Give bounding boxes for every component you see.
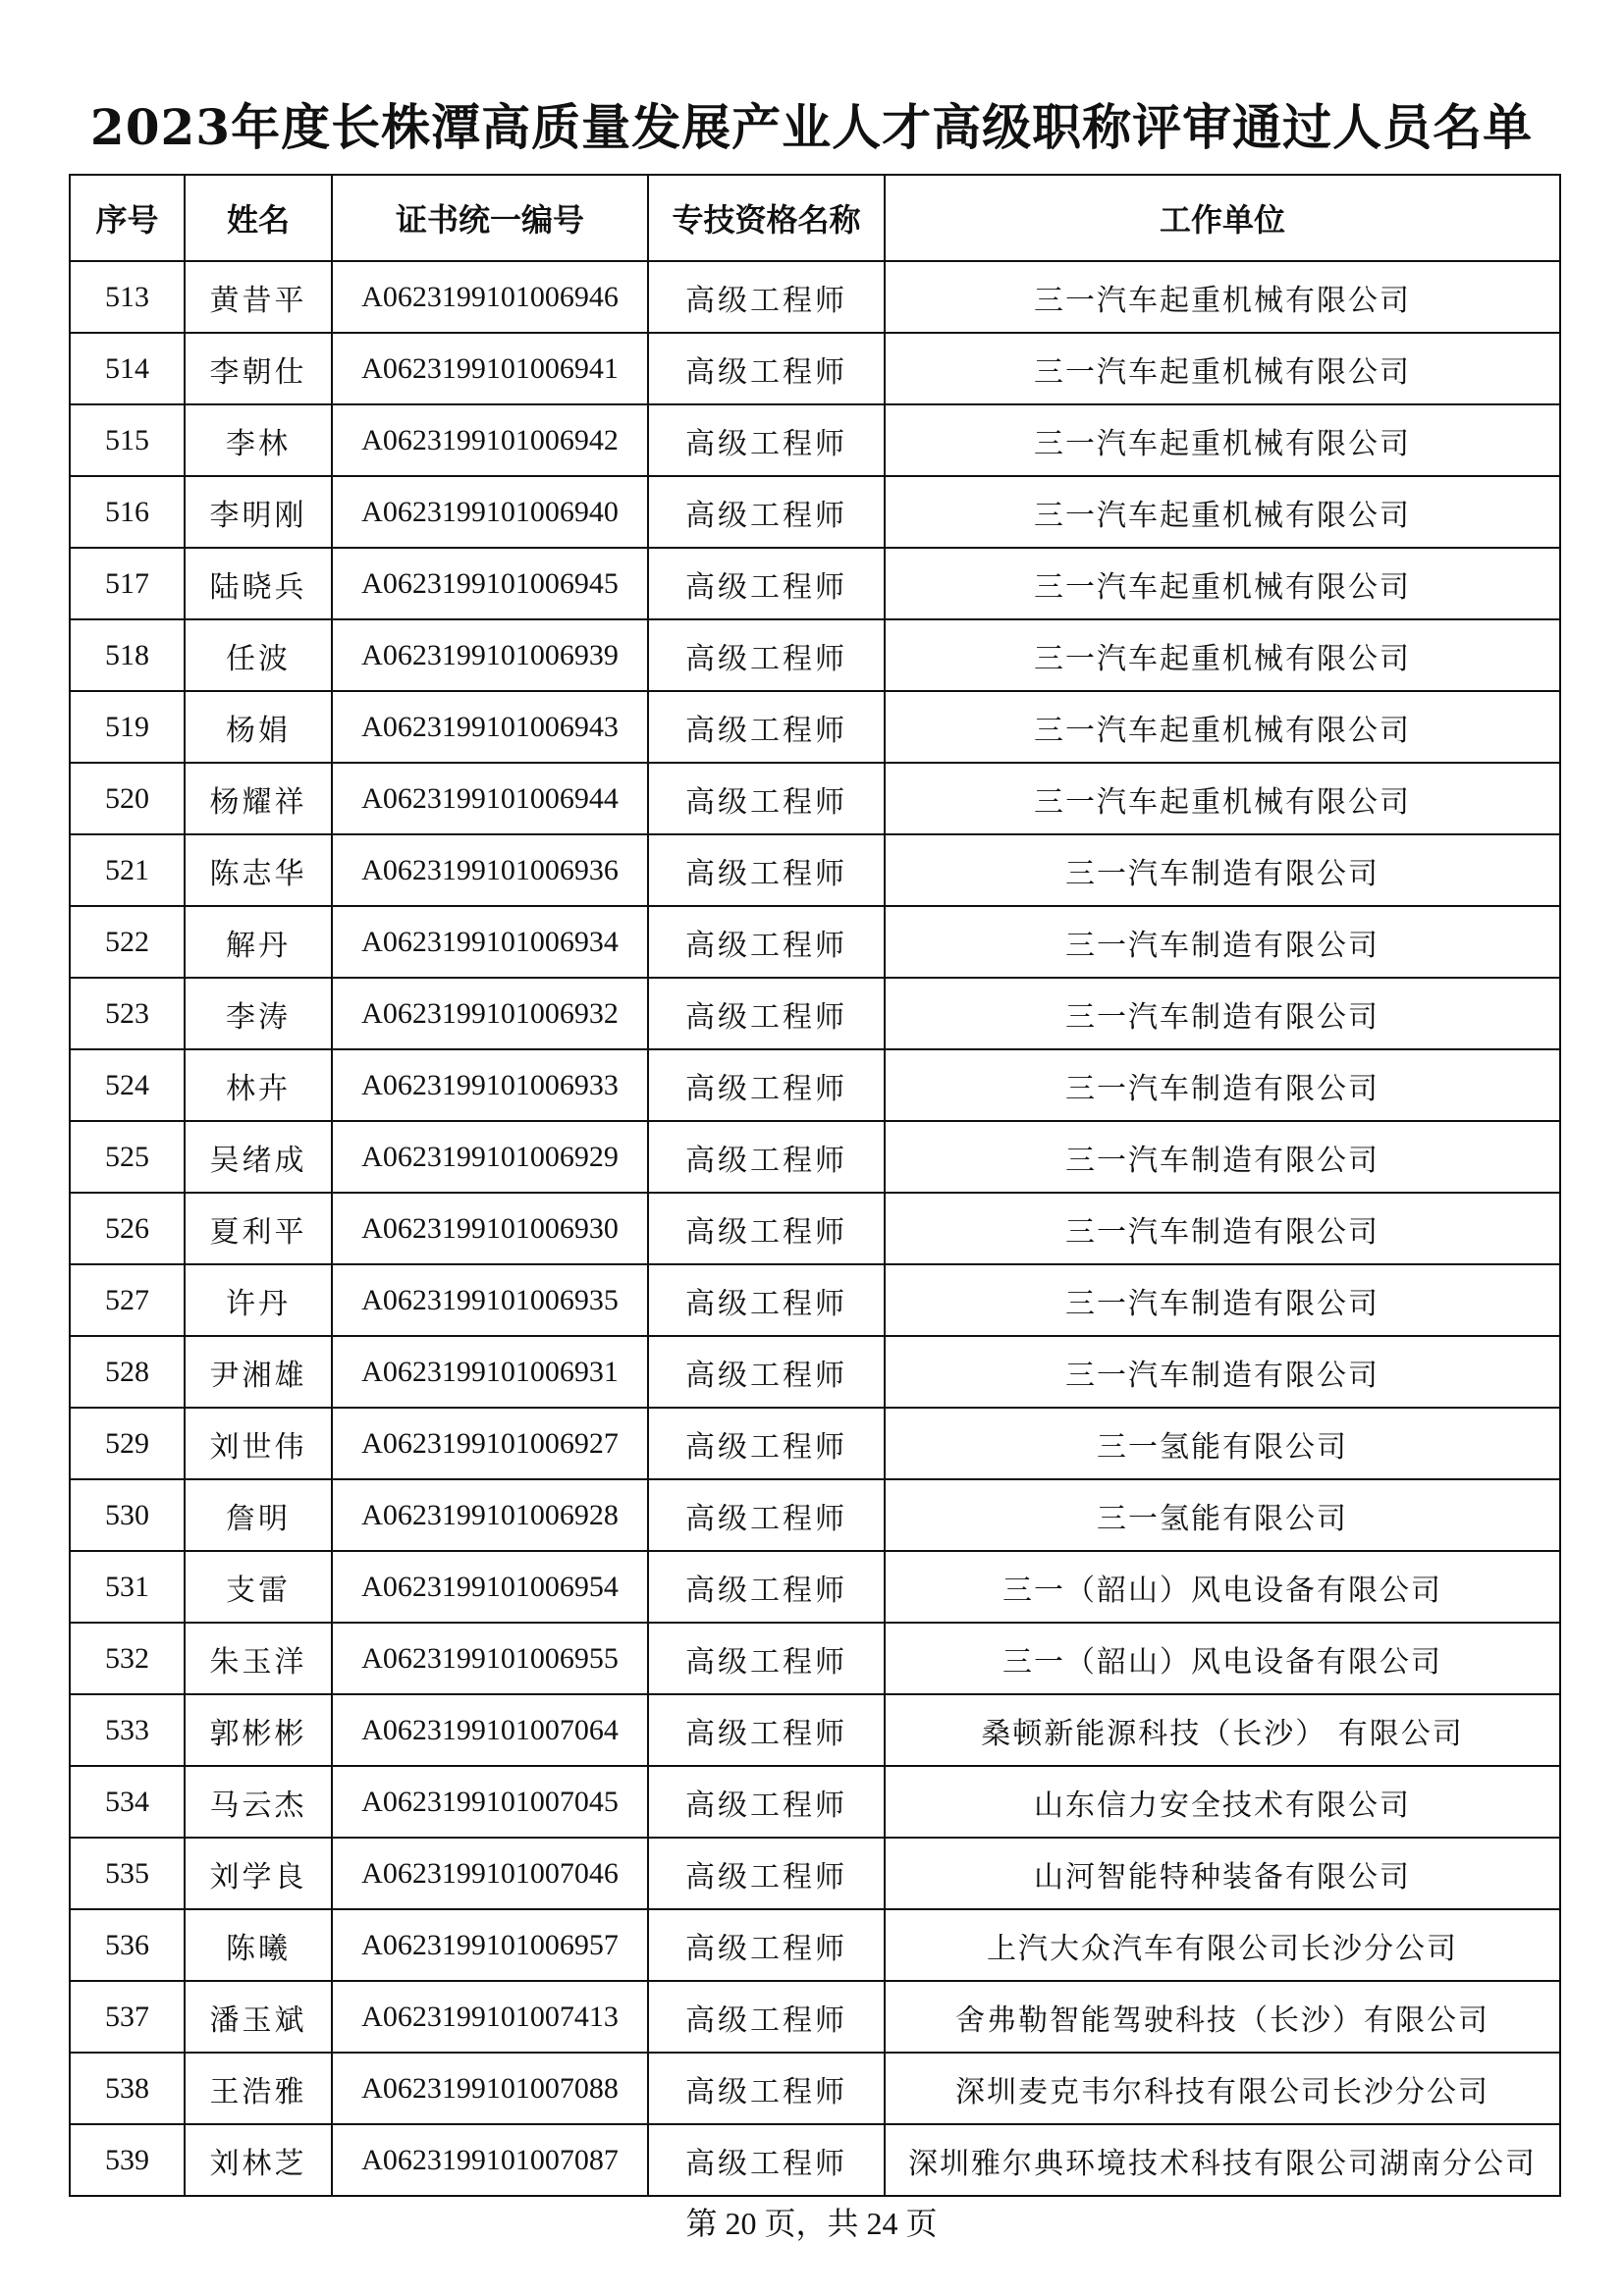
cell-employer: 三一汽车制造有限公司 [885,1193,1560,1264]
cell-cert-no: A0623199101007064 [332,1694,648,1766]
cell-qualification: 高级工程师 [648,548,885,619]
cell-cert-no: A0623199101006957 [332,1909,648,1981]
cell-name: 李朝仕 [185,333,332,404]
cell-cert-no: A0623199101006944 [332,763,648,834]
cell-index: 537 [70,1981,185,2053]
table-row [70,1909,1560,1981]
cell-name: 解丹 [185,906,332,978]
cell-cert-no: A0623199101007413 [332,1981,648,2053]
cell-cert-no: A0623199101006931 [332,1336,648,1408]
cell-index: 513 [70,261,185,333]
page-footer: 第 20 页，共 24 页 [685,2206,938,2241]
cell-cert-no: A0623199101006955 [332,1623,648,1694]
cell-cert-no: A0623199101006929 [332,1121,648,1193]
cell-name: 马云杰 [185,1766,332,1838]
cell-name: 郭彬彬 [185,1694,332,1766]
cell-index: 524 [70,1049,185,1121]
table-row [70,2124,1560,2196]
cell-name: 杨耀祥 [185,763,332,834]
table-row [70,619,1560,691]
cell-cert-no: A0623199101006936 [332,834,648,906]
table-row [70,691,1560,763]
cell-qualification: 高级工程师 [648,333,885,404]
cell-qualification: 高级工程师 [648,2053,885,2124]
cell-name: 许丹 [185,1264,332,1336]
cell-employer: 三一汽车起重机械有限公司 [885,261,1560,333]
cell-index: 516 [70,476,185,548]
cell-employer: 三一汽车制造有限公司 [885,834,1560,906]
table-row [70,1981,1560,2053]
table-row [70,476,1560,548]
cell-qualification: 高级工程师 [648,1909,885,1981]
cell-cert-no: A0623199101006927 [332,1408,648,1479]
cell-qualification: 高级工程师 [648,691,885,763]
cell-cert-no: A0623199101006935 [332,1264,648,1336]
cell-index: 528 [70,1336,185,1408]
cell-qualification: 高级工程师 [648,261,885,333]
table-row [70,1121,1560,1193]
cell-cert-no: A0623199101007045 [332,1766,648,1838]
cell-qualification: 高级工程师 [648,1193,885,1264]
cell-employer: 三一汽车制造有限公司 [885,1049,1560,1121]
cell-employer: 三一汽车起重机械有限公司 [885,404,1560,476]
cell-index: 523 [70,978,185,1049]
cell-qualification: 高级工程师 [648,763,885,834]
cell-qualification: 高级工程师 [648,1264,885,1336]
table-row [70,1049,1560,1121]
cell-name: 黄昔平 [185,261,332,333]
cell-name: 任波 [185,619,332,691]
table-row [70,1623,1560,1694]
cell-index: 534 [70,1766,185,1838]
cell-employer: 三一汽车起重机械有限公司 [885,476,1560,548]
cell-index: 515 [70,404,185,476]
table-row [70,1838,1560,1909]
cell-qualification: 高级工程师 [648,1981,885,2053]
cell-cert-no: A0623199101007087 [332,2124,648,2196]
cell-qualification: 高级工程师 [648,978,885,1049]
cell-qualification: 高级工程师 [648,1049,885,1121]
cell-employer: 舍弗勒智能驾驶科技（长沙）有限公司 [885,1981,1560,2053]
cell-name: 詹明 [185,1479,332,1551]
cell-index: 529 [70,1408,185,1479]
table-row [70,261,1560,333]
table-body [70,261,1560,2196]
cell-name: 陈志华 [185,834,332,906]
cell-qualification: 高级工程师 [648,1479,885,1551]
cell-name: 林卉 [185,1049,332,1121]
cell-name: 朱玉洋 [185,1623,332,1694]
cell-cert-no: A0623199101006932 [332,978,648,1049]
cell-employer: 三一汽车起重机械有限公司 [885,548,1560,619]
table-row [70,1479,1560,1551]
cell-index: 520 [70,763,185,834]
cell-qualification: 高级工程师 [648,1766,885,1838]
table-row [70,2053,1560,2124]
cell-employer: 三一氢能有限公司 [885,1408,1560,1479]
cell-employer: 深圳麦克韦尔科技有限公司长沙分公司 [885,2053,1560,2124]
cell-name: 刘林芝 [185,2124,332,2196]
cell-employer: 桑顿新能源科技（长沙） 有限公司 [885,1694,1560,1766]
cell-name: 李涛 [185,978,332,1049]
cell-index: 532 [70,1623,185,1694]
cell-cert-no: A0623199101006933 [332,1049,648,1121]
cell-index: 521 [70,834,185,906]
cell-name: 陆晓兵 [185,548,332,619]
table-row [70,404,1560,476]
cell-name: 陈曦 [185,1909,332,1981]
cell-qualification: 高级工程师 [648,619,885,691]
cell-name: 李明刚 [185,476,332,548]
table-row [70,1551,1560,1623]
cell-employer: 三一汽车制造有限公司 [885,1121,1560,1193]
cell-index: 519 [70,691,185,763]
cell-index: 525 [70,1121,185,1193]
cell-employer: 三一（韶山）风电设备有限公司 [885,1623,1560,1694]
cell-cert-no: A0623199101006941 [332,333,648,404]
cell-name: 尹湘雄 [185,1336,332,1408]
cell-qualification: 高级工程师 [648,1551,885,1623]
table-row [70,834,1560,906]
cell-index: 538 [70,2053,185,2124]
cell-employer: 三一汽车制造有限公司 [885,1336,1560,1408]
cell-cert-no: A0623199101006945 [332,548,648,619]
cell-name: 吴绪成 [185,1121,332,1193]
cell-index: 539 [70,2124,185,2196]
cell-name: 李林 [185,404,332,476]
cell-index: 531 [70,1551,185,1623]
cell-name: 潘玉斌 [185,1981,332,2053]
cell-index: 535 [70,1838,185,1909]
col-header-cert-no: 证书统一编号 [332,175,648,261]
cell-index: 522 [70,906,185,978]
cell-qualification: 高级工程师 [648,404,885,476]
table-row [70,1694,1560,1766]
roster-table [69,174,1561,2197]
table-row [70,1193,1560,1264]
cell-employer: 三一汽车起重机械有限公司 [885,763,1560,834]
cell-cert-no: A0623199101006940 [332,476,648,548]
table-row [70,548,1560,619]
cell-cert-no: A0623199101006942 [332,404,648,476]
cell-qualification: 高级工程师 [648,1408,885,1479]
cell-cert-no: A0623199101007046 [332,1838,648,1909]
cell-name: 夏利平 [185,1193,332,1264]
cell-employer: 山东信力安全技术有限公司 [885,1766,1560,1838]
cell-employer: 三一（韶山）风电设备有限公司 [885,1551,1560,1623]
table-row [70,906,1560,978]
cell-employer: 三一汽车制造有限公司 [885,1264,1560,1336]
table-header-row [70,175,1560,261]
page-title: 2023年度长株潭高质量发展产业人才高级职称评审通过人员名单 [89,98,1534,156]
table-row [70,1336,1560,1408]
cell-name: 支雷 [185,1551,332,1623]
cell-qualification: 高级工程师 [648,1694,885,1766]
cell-qualification: 高级工程师 [648,834,885,906]
cell-employer: 三一汽车起重机械有限公司 [885,333,1560,404]
cell-cert-no: A0623199101006930 [332,1193,648,1264]
cell-qualification: 高级工程师 [648,906,885,978]
cell-name: 王浩雅 [185,2053,332,2124]
cell-cert-no: A0623199101006954 [332,1551,648,1623]
cell-employer: 三一氢能有限公司 [885,1479,1560,1551]
cell-name: 刘学良 [185,1838,332,1909]
cell-index: 536 [70,1909,185,1981]
cell-index: 533 [70,1694,185,1766]
col-header-name: 姓名 [185,175,332,261]
cell-employer: 三一汽车起重机械有限公司 [885,619,1560,691]
cell-qualification: 高级工程师 [648,476,885,548]
cell-employer: 深圳雅尔典环境技术科技有限公司湖南分公司 [885,2124,1560,2196]
cell-qualification: 高级工程师 [648,2124,885,2196]
cell-index: 518 [70,619,185,691]
cell-cert-no: A0623199101006946 [332,261,648,333]
cell-name: 刘世伟 [185,1408,332,1479]
table-row [70,1264,1560,1336]
cell-cert-no: A0623199101006934 [332,906,648,978]
cell-index: 530 [70,1479,185,1551]
cell-qualification: 高级工程师 [648,1838,885,1909]
cell-employer: 三一汽车制造有限公司 [885,906,1560,978]
cell-cert-no: A0623199101007088 [332,2053,648,2124]
cell-index: 514 [70,333,185,404]
cell-cert-no: A0623199101006928 [332,1479,648,1551]
cell-index: 526 [70,1193,185,1264]
table-row [70,1766,1560,1838]
cell-employer: 三一汽车制造有限公司 [885,978,1560,1049]
cell-qualification: 高级工程师 [648,1623,885,1694]
cell-employer: 三一汽车起重机械有限公司 [885,691,1560,763]
cell-cert-no: A0623199101006939 [332,619,648,691]
table-row [70,978,1560,1049]
table-row [70,763,1560,834]
cell-employer: 上汽大众汽车有限公司长沙分公司 [885,1909,1560,1981]
cell-qualification: 高级工程师 [648,1121,885,1193]
cell-name: 杨娟 [185,691,332,763]
cell-qualification: 高级工程师 [648,1336,885,1408]
col-header-employer: 工作单位 [885,175,1560,261]
table-row [70,1408,1560,1479]
col-header-index: 序号 [70,175,185,261]
cell-cert-no: A0623199101006943 [332,691,648,763]
cell-index: 527 [70,1264,185,1336]
cell-index: 517 [70,548,185,619]
cell-employer: 山河智能特种装备有限公司 [885,1838,1560,1909]
col-header-qualification: 专技资格名称 [648,175,885,261]
table-row [70,333,1560,404]
